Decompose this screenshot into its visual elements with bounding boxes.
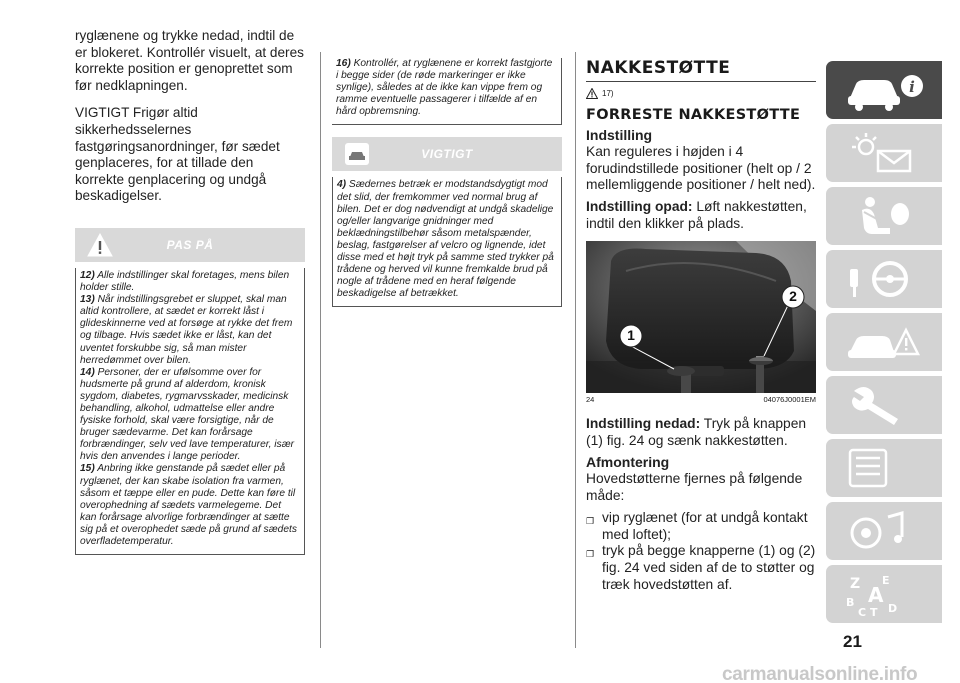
lights-message-icon	[844, 131, 924, 175]
note-15: 15) Anbring ikke genstande på sædet eller på ryglænet, der kan skabe isolation fra varmen, såsom et tæppe eller en pude. Dette kan føre til overophedning af sædets varmelegeme. Det kan forårsage alvorlige forbrændinger at sætte sig på et overophedet sæde på grund af sædets overfladetemperatur.	[80, 463, 297, 547]
middle-column	[332, 58, 562, 307]
list-item: ❐ tryk på begge knapperne (1) og (2) fig. 24 ved siden af de to støtter og træk hovedstøtten af.	[586, 543, 816, 592]
warning-box-important	[332, 137, 562, 307]
key-steering-icon	[844, 257, 924, 301]
headrest-illustration	[586, 241, 816, 393]
bullet-icon: ❐	[586, 515, 595, 526]
figure-caption	[586, 395, 816, 404]
footer-watermark: carmanualsonline.info	[722, 664, 918, 683]
column-divider	[575, 52, 576, 648]
wrench-icon	[844, 383, 924, 427]
adjust-up-text: Indstilling opad: Løft nakkestøtten, indtil den klikker på plads.	[586, 199, 807, 231]
car-info-icon	[844, 68, 924, 112]
svg-text:A: A	[868, 583, 884, 607]
tab-starting-driving[interactable]	[826, 250, 942, 308]
figure-code: 04076J0001EM	[763, 394, 816, 404]
important-title: VIGTIGT	[421, 147, 473, 162]
important-notes	[332, 177, 562, 307]
note-12: 12) Alle indstillinger skal foretages, mens bilen holder stille.	[80, 269, 290, 294]
tab-index[interactable]	[826, 565, 942, 623]
tab-emergency[interactable]	[826, 313, 942, 371]
alphabetical-index-icon	[844, 572, 924, 616]
left-column	[75, 28, 305, 555]
tab-lights-messages[interactable]	[826, 124, 942, 182]
specifications-checklist-icon	[844, 446, 924, 490]
warning-header	[75, 228, 305, 262]
svg-text:i: i	[909, 78, 915, 96]
important-header	[332, 137, 562, 171]
bullet-icon: ❐	[586, 549, 595, 560]
heading-removal: Afmontering	[586, 454, 670, 471]
figure-number: 24	[586, 394, 595, 404]
note-4: 4) Sædernes betræk er modstandsdygtigt mod det slid, der fremkommer ved normal brug af bilen. Det er dog nødvendigt at undgå skadelige og/eller langvarige gnidninger med beklædningstilbehør såsom metalspænder, beslag, fastgørelser af velcro og lignende, idet disse med et højt tryk på samme sted trykker på trådene og herved vil kunne fremkalde brud på nogle af trådene med en heraf følgende beskadigelse af betrækket.	[337, 179, 554, 300]
subsection-title: FORRESTE NAKKESTØTTE	[586, 107, 801, 123]
headrest-photo	[586, 241, 816, 393]
warning-small-icon	[586, 88, 598, 99]
page-number: 21	[843, 632, 862, 651]
note-16-box	[332, 58, 562, 125]
svg-text:E: E	[882, 574, 890, 587]
svg-text:Z: Z	[850, 576, 861, 592]
left-body-text	[75, 28, 305, 205]
warning-box-caution	[75, 228, 305, 555]
paragraph-seat-lock: ryglænene og trykke nedad, indtil de er blokeret. Kontrollér visuelt, at deres korrekte position er genoprettet som før nedklapningen.	[75, 28, 304, 93]
callout-1: 1	[627, 326, 635, 343]
tab-technical-data[interactable]	[826, 439, 942, 497]
warning-title: PAS PÅ	[166, 237, 214, 252]
warning-notes	[75, 268, 305, 555]
title-rule	[586, 81, 816, 82]
column-divider	[320, 52, 321, 648]
crash-warning-icon	[844, 320, 924, 364]
chapter-tabs	[826, 61, 942, 628]
svg-text:B: B	[846, 596, 855, 609]
tab-maintenance[interactable]	[826, 376, 942, 434]
heading-adjustment: Indstilling	[586, 127, 653, 143]
paragraph-important-belts: VIGTIGT Frigør altid sikkerhedsselernes fastgøringsanordninger, før sædet genplaceres, for at tillade den korrekte genplacering og undgå beskadigelser.	[75, 105, 280, 204]
tab-safety[interactable]	[826, 187, 942, 245]
adjust-down-text: Indstilling nedad: Tryk på knappen (1) fig. 24 og sænk nakkestøtten.	[586, 415, 807, 448]
note-14: 14) Personer, der er ufølsomme over for hudsmerte på grund af alderdom, kronisk sygdom, diabetes, rygmarvsskader, medicinsk behandling, alkohol, udmattelse eller andre fysiske forhold, skal være forsigtige, når de bruger sædevarme. Det kan forårsage forbrændinger, selv ved lave temperaturer, især hvis den anvendes i lange perioder.	[80, 366, 295, 463]
tab-car-info[interactable]	[826, 61, 942, 119]
right-column	[586, 58, 816, 594]
svg-text:T: T	[870, 606, 878, 616]
section-reference: 17)	[586, 88, 816, 99]
multimedia-icon	[844, 509, 924, 553]
adjustment-text: Kan reguleres i højden i 4 forudindstillede positioner (helt op / 2 mellemliggende positioner / helt ned).	[586, 143, 816, 193]
seat-airbag-icon	[844, 194, 924, 238]
note-13: 13) Når indstillingsgrebet er sluppet, skal man altid kontrollere, at sædet er korrekt låst i glideskinnerne ved at forsøge at rykke det frem og tilbage. Hvis sædet ikke er låst, kan det uventet forskubbe sig, så man mister herredømmet over bilen.	[80, 294, 293, 366]
callout-2: 2	[789, 287, 797, 304]
svg-text:D: D	[888, 602, 898, 615]
removal-text: Hovedstøtterne fjernes på følgende måde:	[586, 471, 803, 503]
section-title: NAKKESTØTTE	[586, 58, 731, 78]
tab-multimedia[interactable]	[826, 502, 942, 560]
note-16: 16) Kontrollér, at ryglænene er korrekt fastgjorte i begge sider (de røde markeringer er ikke synlige), således at de ikke kan vippe frem og ramme eventuelle passagerer i tilfælde af en hård opbremsning.	[336, 58, 553, 118]
list-item: ❐ vip ryglænet (for at undgå kontakt med loftet);	[586, 509, 808, 542]
svg-text:C: C	[858, 606, 867, 616]
